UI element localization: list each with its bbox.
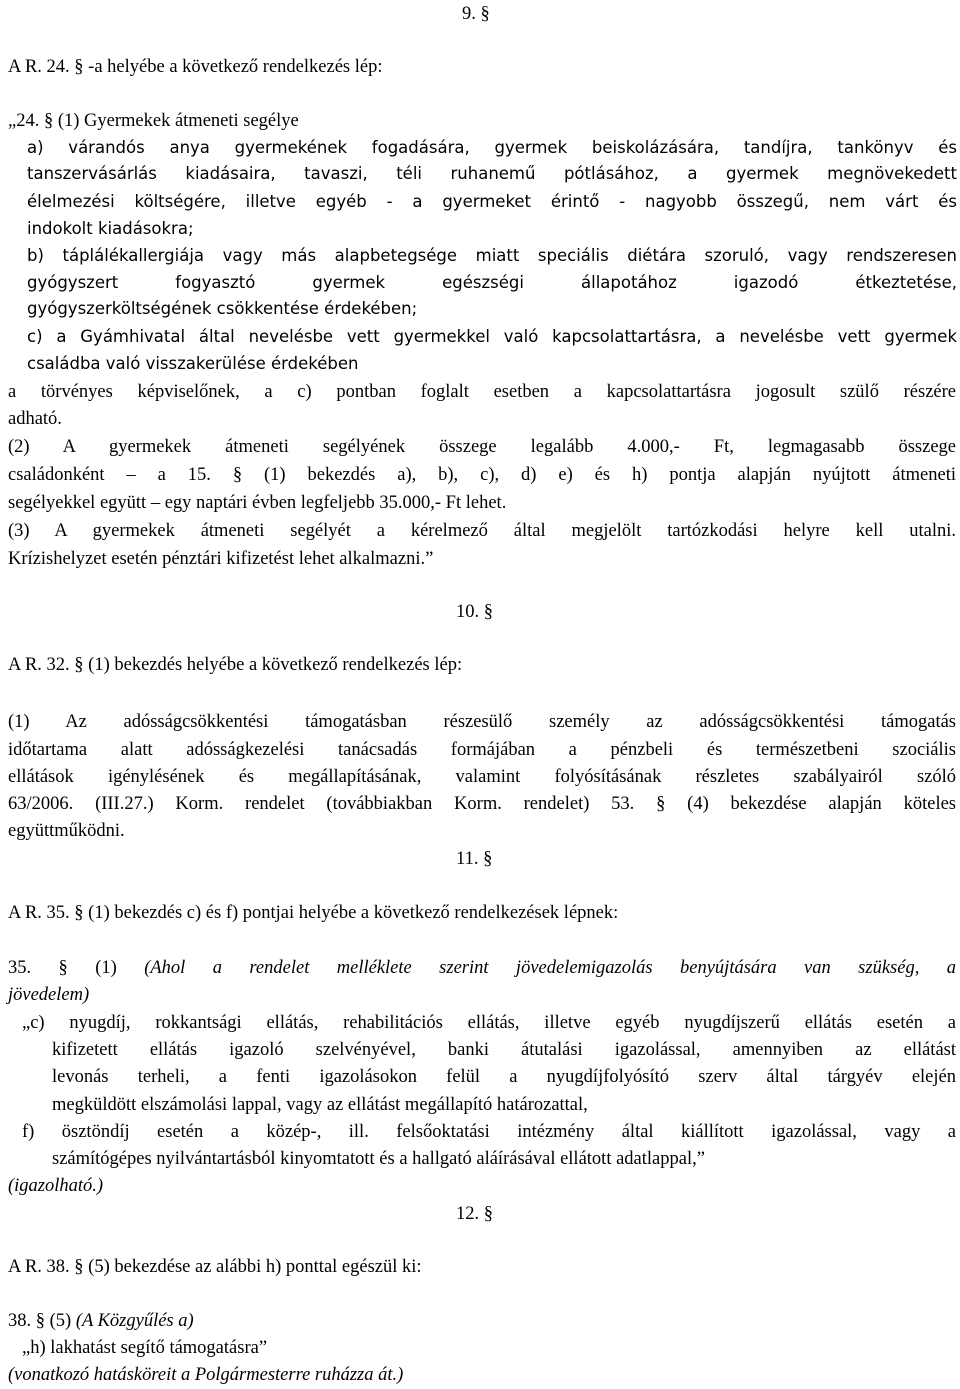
paragraph-line: 63/2006. (III.27.) Korm. rendelet (továbbiakban Korm. rendelet) 53. § (4) bekezdése alapján köteles — [8, 794, 956, 814]
paragraph-line: segélyekkel együtt – egy naptári évben legfeljebb 35.000,- Ft lehet. — [8, 493, 507, 513]
section-heading-12: 12. § — [456, 1204, 493, 1224]
paragraph-line: indokolt kiadásokra; — [27, 219, 194, 238]
paragraph-line: (3) A gyermekek átmeneti segélyét a kérelmező által megjelölt tartózkodási helyre kell utalni. — [8, 521, 956, 541]
paragraph-line: (2) A gyermekek átmeneti segélyének összege legalább 4.000,- Ft, legmagasabb összege — [8, 437, 956, 457]
paragraph-line: „c) nyugdíj, rokkantsági ellátás, rehabilitációs ellátás, illetve egyéb nyugdíjszerű ellátás esetén a — [22, 1013, 956, 1033]
paragraph-line: a) várandós anya gyermekének fogadására, gyermek beiskolázására, tandíjra, tankönyv és — [27, 138, 957, 157]
paragraph-line: (1) Az adósságcsökkentési támogatásban részesülő személy az adósságcsökkentési támogatás — [8, 712, 956, 732]
amendment-intro: A R. 24. § -a helyébe a következő rendelkezés lép: — [8, 57, 383, 77]
section-heading-10: 10. § — [456, 602, 493, 622]
section-heading-9: 9. § — [462, 4, 490, 24]
paragraph-line: Krízishelyzet esetén pénztári kifizetést lehet alkalmazni.” — [8, 549, 434, 569]
paragraph-line: levonás terheli, a fenti igazolásokon felül a nyugdíjfolyósító szerv által tárgyév elején — [52, 1067, 956, 1087]
paragraph-line: adható. — [8, 409, 62, 429]
paragraph-line: családonként – a 15. § (1) bekezdés a), b), c), d) e) és h) pontja alapján nyújtott átmeneti — [8, 465, 956, 485]
amendment-intro: A R. 38. § (5) bekezdése az alábbi h) ponttal egészül ki: — [8, 1257, 422, 1277]
section-heading-11: 11. § — [456, 849, 493, 869]
paragraph-line: 35. § (1) (Ahol a rendelet melléklete szerint jövedelemigazolás benyújtására van szükség, a — [8, 958, 956, 978]
paragraph-line: 38. § (5) (A Közgyűlés a) — [8, 1311, 194, 1331]
paragraph-line: „24. § (1) Gyermekek átmeneti segélye — [8, 111, 299, 131]
paragraph-line: tanszervásárlás kiadásaira, tavaszi, téli ruhanemű pótlásához, a gyermek megnövekedett — [27, 164, 957, 183]
paragraph-line: c) a Gyámhivatal által nevelésbe vett gyermekkel való kapcsolattartásra, a nevelésbe vett gyermek — [27, 327, 957, 346]
amendment-intro: A R. 35. § (1) bekezdés c) és f) pontjai helyébe a következő rendelkezések lépnek: — [8, 903, 619, 923]
paragraph-line: „h) lakhatást segítő támogatásra” — [22, 1338, 268, 1358]
paragraph-line: jövedelem) — [8, 985, 90, 1005]
paragraph-line: ellátások igénylésének és megállapításának, valamint folyósításának részletes szabályairól szóló — [8, 767, 956, 787]
paragraph-line: f) ösztöndíj esetén a közép-, ill. felsőoktatási intézmény által kiállított igazolással, vagy a — [22, 1122, 956, 1142]
paragraph-line: b) táplálékallergiája vagy más alapbetegsége miatt speciális diétára szoruló, vagy rendszeresen — [27, 246, 957, 265]
paragraph-line: (igazolható.) — [8, 1176, 104, 1196]
paragraph-line: megküldött elszámolási lappal, vagy az ellátást megállapító határozattal, — [52, 1095, 588, 1115]
paragraph-line: gyógyszerköltségének csökkentése érdekében; — [27, 299, 418, 318]
paragraph-line: együttműködni. — [8, 821, 125, 841]
paragraph-line: a törvényes képviselőnek, a c) pontban foglalt esetben a kapcsolattartásra jogosult szülő részére — [8, 382, 956, 402]
paragraph-line: kifizetett ellátás igazoló szelvényével, banki átutalási igazolással, amennyiben az ellátást — [52, 1040, 956, 1060]
paragraph-line: gyógyszert fogyasztó gyermek egészségi állapotához igazodó étkeztetése, — [27, 273, 957, 292]
amendment-intro: A R. 32. § (1) bekezdés helyébe a következő rendelkezés lép: — [8, 655, 463, 675]
paragraph-line: időtartama alatt adósságkezelési tanácsadás formájában a pénzbeli és természetbeni szociális — [8, 740, 956, 760]
paragraph-line: (vonatkozó hatásköreit a Polgármesterre ruházza át.) — [8, 1365, 404, 1385]
paragraph-line: élelmezési költségére, illetve egyéb - a gyermeket érintő - nagyobb összegű, nem várt és — [27, 192, 957, 211]
paragraph-line: számítógépes nyilvántartásból kinyomtatott és a hallgató aláírásával ellátott adatlappal,” — [52, 1149, 705, 1169]
paragraph-line: családba való visszakerülése érdekében — [27, 354, 359, 373]
